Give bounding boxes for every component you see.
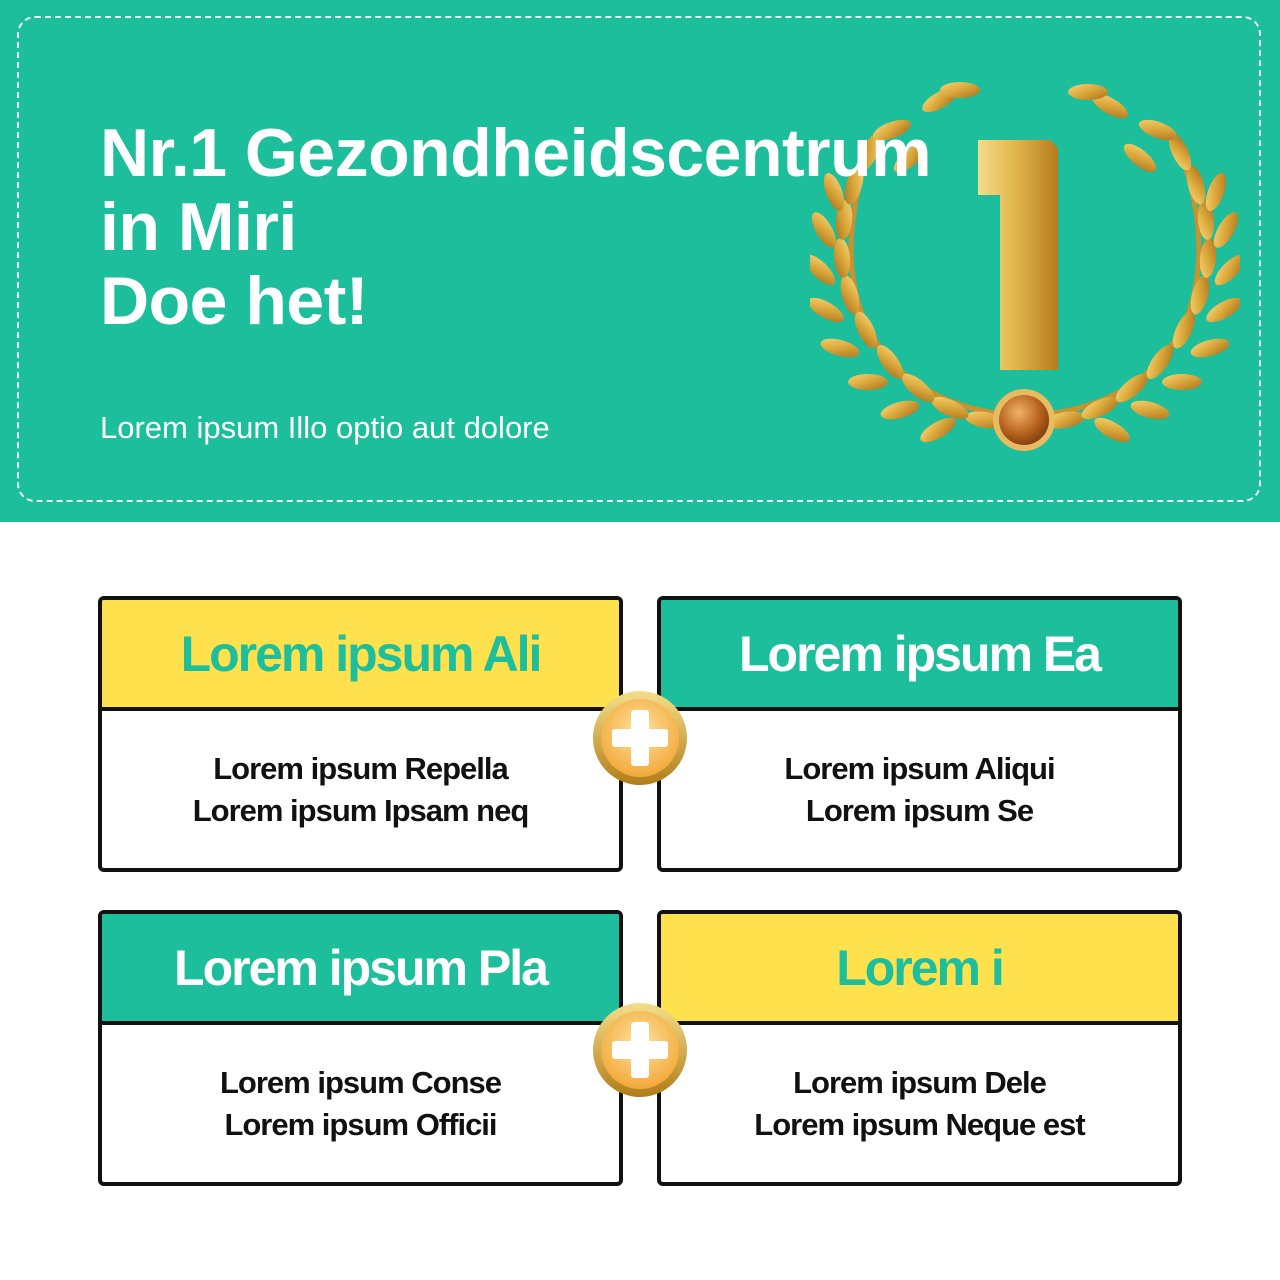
- hero-subtitle: Lorem ipsum Illo optio aut dolore: [100, 410, 550, 445]
- hero-title-line: Doe het!: [100, 263, 368, 339]
- card-line: Lorem ipsum Officii: [224, 1106, 497, 1142]
- card-line: Lorem ipsum Ipsam neq: [192, 792, 529, 828]
- feature-card: [657, 910, 1182, 1186]
- plus-icon: [592, 1002, 688, 1098]
- card-body: [102, 1025, 619, 1182]
- hero-title: [100, 116, 1060, 338]
- card-line: Lorem ipsum Neque est: [754, 1106, 1085, 1142]
- hero-title-line: Nr.1 Gezondheidscentrum: [100, 115, 932, 191]
- card-line: Lorem ipsum Aliqui: [784, 750, 1055, 786]
- card-title: Lorem i: [661, 914, 1178, 1025]
- card-title: Lorem ipsum Ea: [661, 600, 1178, 711]
- card-title: Lorem ipsum Pla: [102, 914, 619, 1025]
- feature-card: [657, 596, 1182, 872]
- card-title: Lorem ipsum Ali: [102, 600, 619, 711]
- card-body: [661, 1025, 1178, 1182]
- plus-icon: [592, 690, 688, 786]
- card-body: [102, 711, 619, 868]
- hero-banner: [0, 0, 1280, 522]
- feature-card: [98, 596, 623, 872]
- card-line: Lorem ipsum Conse: [220, 1064, 501, 1100]
- hero-title-line: in Miri: [100, 189, 297, 265]
- card-line: Lorem ipsum Dele: [793, 1064, 1046, 1100]
- card-body: [661, 711, 1178, 868]
- feature-card: [98, 910, 623, 1186]
- card-line: Lorem ipsum Repella: [213, 750, 508, 786]
- card-line: Lorem ipsum Se: [805, 792, 1034, 828]
